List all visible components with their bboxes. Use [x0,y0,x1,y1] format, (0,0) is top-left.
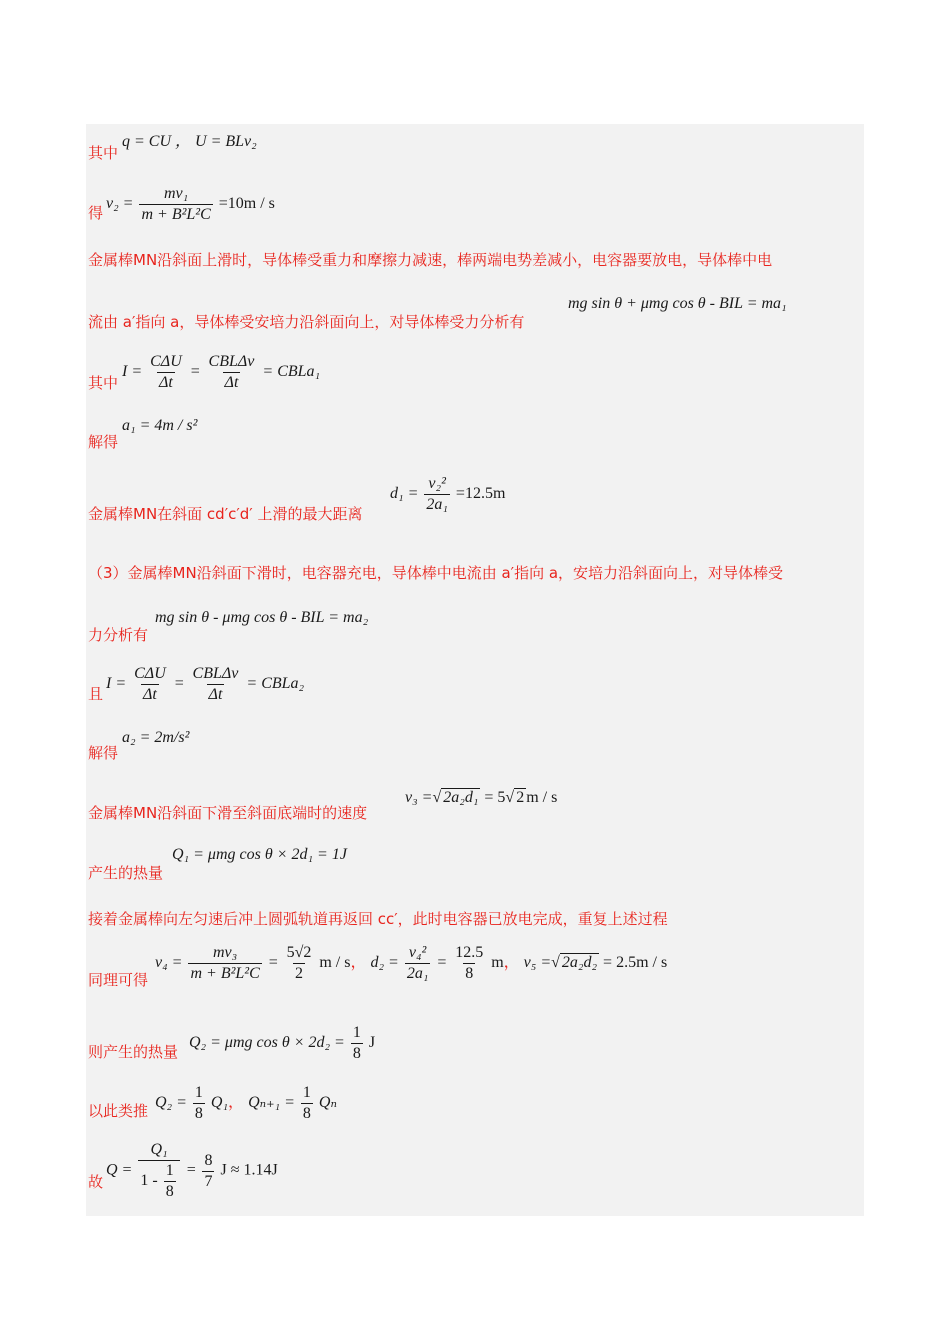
math-expression: a₂ = 2m/s² [122,729,190,746]
text-line: 接着金属棒向左匀速后冲上圆弧轨道再返回 cc′，此时电容器已放电完成，重复上述过程 [88,910,668,928]
text-line: 且 [88,685,104,703]
math-expression: v₂ = $\frac{\text{mv₁}}{\text{m + B²L²C}}$ =10m / s [106,185,275,223]
math-expression: Q₁ = μmg cos θ × 2d₁ = 1J [172,846,347,863]
math-expression: mg sin θ + μmg cos θ - BIL = ma₁ [568,295,787,312]
text-line: 其中 [88,374,119,392]
math-expression: a₁ = 4m / s² [122,417,198,434]
text-line: 解得 [88,433,119,451]
text-line: 故 [88,1173,104,1191]
math-expression: v₄ = $\frac{\text{mv₃}}{\text{m + B²L²C}}$ = $\frac{5√2}{2}$ m / s， d₂ = $\frac{\text{v₄²}}{\text{2a₁}}$ = $\frac{12.5}{8}$ m， v₅ =√ 2a₂d₂ = 2.5m / s [155,944,668,982]
math-expression: v₃ =√ 2a₂d₁ = 5√ 2 m / s [405,789,558,806]
math-expression: I = $\frac{\text{CΔU}}{\Delta t}$ = $\frac{\text{CBLΔv}}{\Delta t}$ = CBLa₁ [122,353,321,391]
math-expression: I = $\frac{\text{CΔU}}{\Delta t}$ = $\frac{\text{CBLΔv}}{\Delta t}$ = CBLa₂ [106,665,305,703]
text-line: 力分析有 [88,626,149,644]
text-line: 以此类推 [88,1102,149,1120]
text-line: 金属棒MN沿斜面上滑时，导体棒受重力和摩擦力减速，棒两端电势差减小，电容器要放电，导体棒中电 [88,251,773,269]
text-line: 同理可得 [88,971,149,989]
text-line: （3）金属棒MN沿斜面下滑时，电容器充电，导体棒中电流由 a′指向 a，安培力沿斜面向上，对导体棒受 [88,564,784,582]
text-line: 流由 a′指向 a，导体棒受安培力沿斜面向上，对导体棒受力分析有 [88,313,525,331]
text-line: 金属棒MN在斜面 cd′c′d′ 上滑的最大距离 [88,505,363,523]
text-line: 产生的热量 [88,864,164,882]
text-line: 金属棒MN沿斜面下滑至斜面底端时的速度 [88,804,368,822]
text-line: 解得 [88,744,119,762]
text-line: 则产生的热量 [88,1043,179,1061]
text-line: 得 [88,204,104,222]
math-expression: d₁ = $\frac{\text{v₂²}}{\text{2a₁}}$ =12.5m [390,475,506,513]
math-expression: Q₂ = $\frac{1}{8}$ Q₁， Qₙ₊₁ = $\frac{1}{8}$ Qₙ [155,1084,337,1122]
text-line: 其中 [88,144,119,162]
math-expression: Q = Q₁ 1 - $\frac{1}{8}$ = $\frac{8}{7}$ J ≈ 1.14J [106,1141,278,1200]
math-expression: q = CU ， U = BLv₂ [122,133,257,150]
math-expression: Q₂ = μmg cos θ × 2d₂ = $\frac{1}{8}$ J [189,1024,376,1062]
math-expression: mg sin θ - μmg cos θ - BIL = ma₂ [155,609,369,626]
